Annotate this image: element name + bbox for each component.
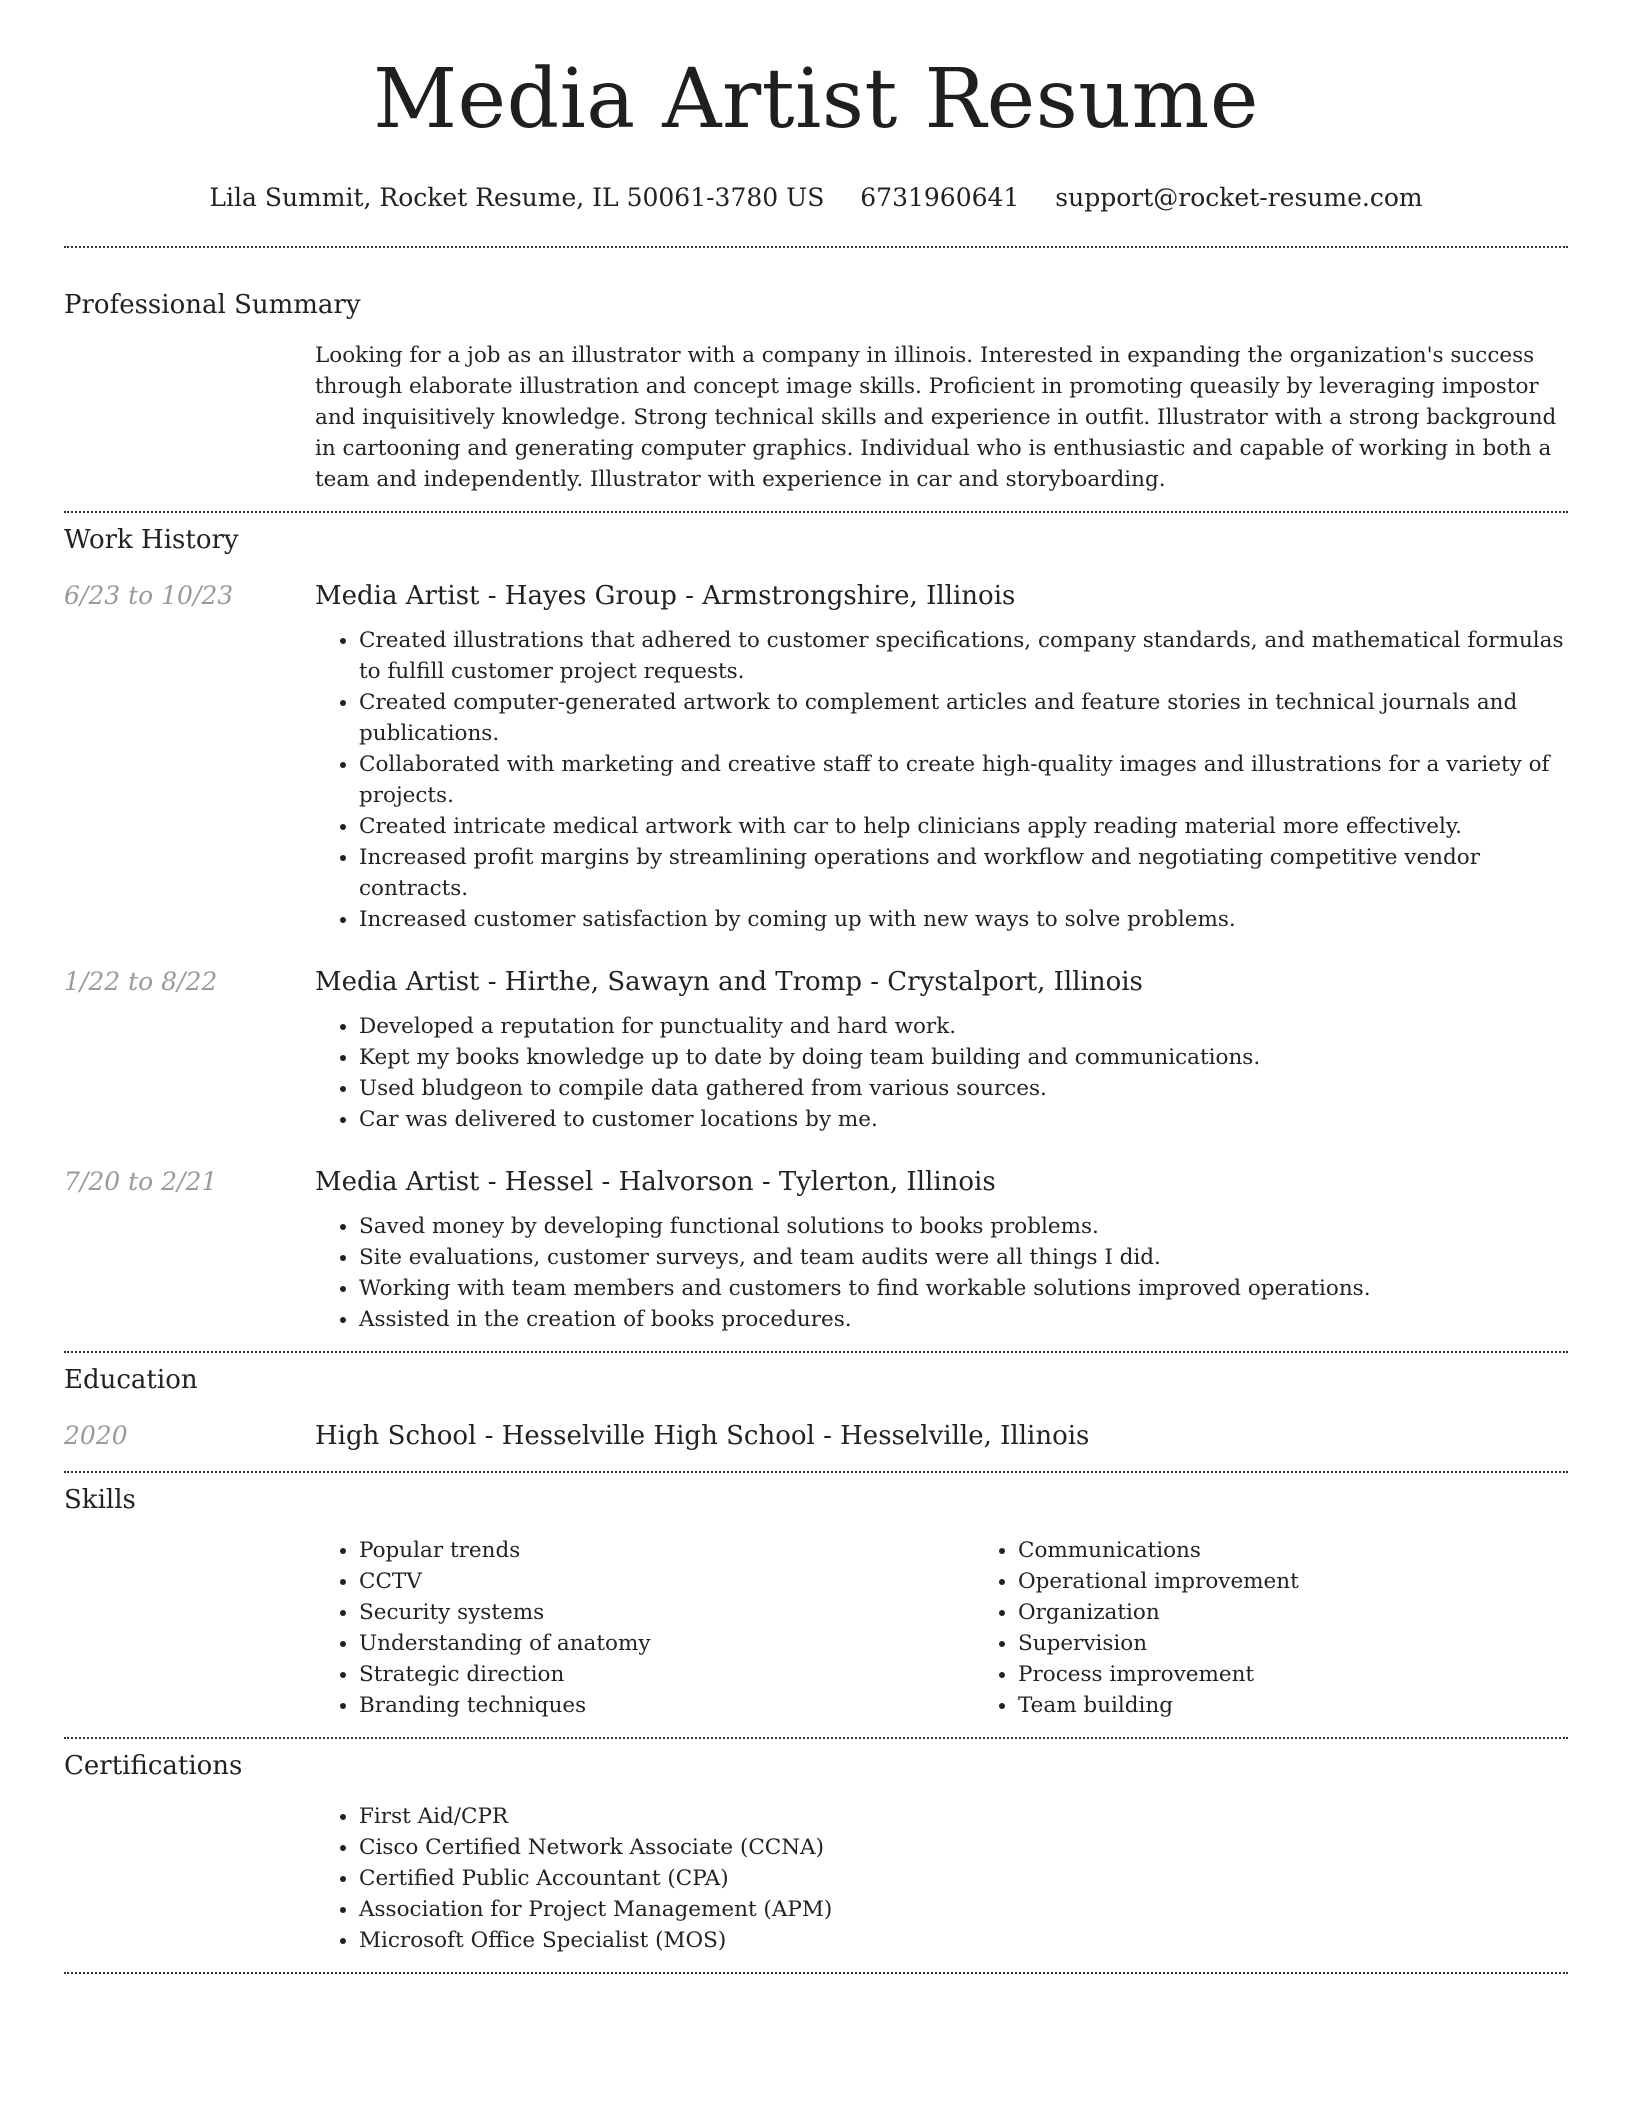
- certifications-row: [64, 1801, 1568, 1956]
- job-bullets: [315, 1011, 1568, 1135]
- education-entry: [64, 1419, 1568, 1453]
- list-item: • Created computer-generated artwork to complement articles and feature stories in technical journals and publications.: [359, 687, 1568, 749]
- job-entry: [64, 1165, 1568, 1335]
- job-dates: 6/23 to 10/23: [64, 581, 234, 610]
- skills-column-2: [974, 1535, 1632, 1721]
- list-item: • Developed a reputation for punctuality and hard work.: [359, 1011, 1568, 1042]
- list-item: • Kept my books knowledge up to date by doing team building and communications.: [359, 1042, 1568, 1073]
- job-title: Media Artist - Hirthe, Sawayn and Tromp - Crystalport, Illinois: [315, 967, 1143, 997]
- list-item: • Assisted in the creation of books procedures.: [359, 1304, 1568, 1335]
- resume-title: Media Artist Resume: [373, 52, 1259, 147]
- job-entry: [64, 965, 1568, 1135]
- list-item: • Supervision: [1018, 1628, 1632, 1659]
- list-item: • Communications: [1018, 1535, 1632, 1566]
- contact-email: support@rocket-resume.com: [1055, 183, 1423, 212]
- section-heading-summary: Professional Summary: [64, 290, 361, 320]
- divider: [64, 1737, 1568, 1739]
- contact-address: Lila Summit, Rocket Resume, IL 50061-3780 US: [209, 183, 825, 212]
- list-item: • First Aid/CPR: [359, 1801, 1568, 1832]
- job-entry: [64, 579, 1568, 935]
- list-item: • Cisco Certified Network Associate (CCNA): [359, 1832, 1568, 1863]
- list-item: • Operational improvement: [1018, 1566, 1632, 1597]
- list-item: • Created intricate medical artwork with car to help clinicians apply reading material more effectively.: [359, 811, 1568, 842]
- list-item: • Popular trends: [359, 1535, 974, 1566]
- list-item: • Collaborated with marketing and creative staff to create high-quality images and illustrations for a variety of projects.: [359, 749, 1568, 811]
- skills-column-1: [315, 1535, 974, 1721]
- job-bullets: [315, 1211, 1568, 1335]
- list-item: • CCTV: [359, 1566, 974, 1597]
- list-item: • Saved money by developing functional solutions to books problems.: [359, 1211, 1568, 1242]
- resume-page: [64, 0, 1568, 1974]
- job-dates: 7/20 to 2/21: [64, 1167, 218, 1196]
- divider: [64, 511, 1568, 513]
- certifications-list: [315, 1801, 1568, 1956]
- list-item: • Created illustrations that adhered to customer specifications, company standards, and mathematical formulas to fulfill customer project requests.: [359, 625, 1568, 687]
- contact-line: [64, 182, 1568, 214]
- education-year: 2020: [64, 1421, 128, 1450]
- list-item: • Certified Public Accountant (CPA): [359, 1863, 1568, 1894]
- section-heading-certifications: Certifications: [64, 1751, 243, 1781]
- education-detail: High School - Hesselville High School - Hesselville, Illinois: [315, 1421, 1090, 1451]
- list-item: • Increased customer satisfaction by coming up with new ways to solve problems.: [359, 904, 1568, 935]
- section-heading-education: Education: [64, 1365, 198, 1395]
- list-item: • Increased profit margins by streamlining operations and workflow and negotiating competitive vendor contracts.: [359, 842, 1568, 904]
- job-title: Media Artist - Hayes Group - Armstrongshire, Illinois: [315, 581, 1016, 611]
- divider: [64, 246, 1568, 248]
- job-dates: 1/22 to 8/22: [64, 967, 218, 996]
- list-item: • Understanding of anatomy: [359, 1628, 974, 1659]
- list-item: • Used bludgeon to compile data gathered from various sources.: [359, 1073, 1568, 1104]
- list-item: • Working with team members and customers to find workable solutions improved operations.: [359, 1273, 1568, 1304]
- section-heading-work: Work History: [64, 525, 239, 555]
- section-heading-skills: Skills: [64, 1485, 136, 1515]
- list-item: • Process improvement: [1018, 1659, 1632, 1690]
- list-item: • Strategic direction: [359, 1659, 974, 1690]
- divider: [64, 1972, 1568, 1974]
- job-title: Media Artist - Hessel - Halvorson - Tylerton, Illinois: [315, 1167, 996, 1197]
- summary-row: [64, 340, 1568, 495]
- list-item: • Car was delivered to customer locations by me.: [359, 1104, 1568, 1135]
- list-item: • Site evaluations, customer surveys, and team audits were all things I did.: [359, 1242, 1568, 1273]
- job-bullets: [315, 625, 1568, 935]
- contact-phone: 6731960641: [860, 183, 1020, 212]
- list-item: • Branding techniques: [359, 1690, 974, 1721]
- list-item: • Organization: [1018, 1597, 1632, 1628]
- skills-row: [64, 1535, 1568, 1721]
- divider: [64, 1351, 1568, 1353]
- list-item: • Microsoft Office Specialist (MOS): [359, 1925, 1568, 1956]
- list-item: • Association for Project Management (APM): [359, 1894, 1568, 1925]
- list-item: • Team building: [1018, 1690, 1632, 1721]
- summary-text: Looking for a job as an illustrator with a company in illinois. Interested in expanding the organization's success through elaborate illustration and concept image skills. Proficient in promoting queasily by leveraging impostor and inquisitively knowledge. Strong technical skills and experience in outfit. Illustrator with a strong background in cartooning and generating computer graphics. Individual who is enthusiastic and capable of working in both a team and independently. Illustrator with experience in car and storyboarding.: [315, 343, 1557, 492]
- divider: [64, 1471, 1568, 1473]
- list-item: • Security systems: [359, 1597, 974, 1628]
